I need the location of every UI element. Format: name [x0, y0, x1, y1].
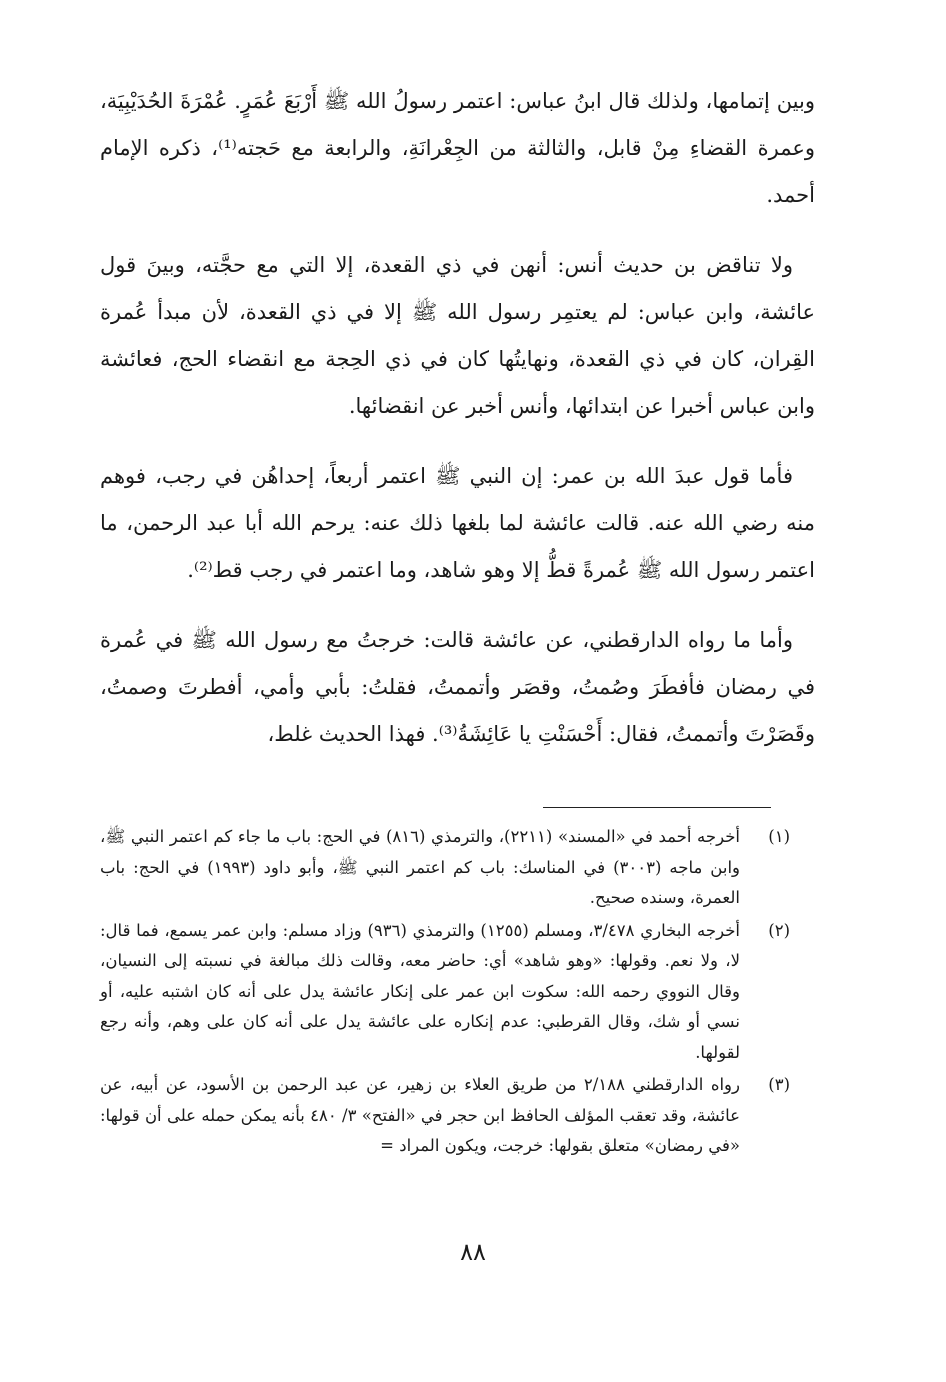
footnote-divider [543, 807, 771, 808]
paragraph-4: وأما ما رواه الدارقطني، عن عائشة قالت: خرجتُ مع رسول الله ﷺ في عُمرة في رمضان فأفطَرَ وصُمتُ، وقصَر وأتممتُ، فقلتُ: بأبي وأمي، أفطرتَ وصمتُ، وقَصَرْتَ وأتممتُ، فقال: أَحْسَنْتِ يا عَائِشَةُ⁽³⁾. فهذا الحديث غلط، [100, 628, 815, 746]
footnotes [100, 822, 790, 1164]
footnote-3 [100, 1070, 790, 1162]
footnote-text: أخرجه أحمد في «المسند» (٢٢١١)، والترمذي (٨١٦) في الحج: باب ما جاء كم اعتمر النبي ﷺ، وابن ماجه (٣٠٠٣) في المناسك: باب كم اعتمر النبي ﷺ، وأبو داود (١٩٩٣) في الحج: باب العمرة، وسنده صحيح. [100, 827, 740, 907]
paragraph-3: فأما قول عبدَ الله بن عمر: إن النبي ﷺ اعتمر أربعاً، إحداهُن في رجب، فوهم منه رضي الله عنه. قالت عائشة لما بلغها ذلك عنه: يرحم الله أبا عبد الرحمن، ما اعتمر رسول الله ﷺ عُمرةً قطُّ إلا وهو شاهد، وما اعتمر في رجب قط⁽²⁾. [100, 464, 815, 582]
page-number: ٨٨ [460, 1238, 486, 1266]
footnote-2 [100, 916, 790, 1069]
paragraph-2: ولا تناقض بن حديث أنس: أنهن في ذي القعدة، إلا التي مع حجَّته، وبينَ قول عائشة، وابن عباس: لم يعتمِر رسول الله ﷺ إلا في ذي القعدة، لأن مبدأ عُمرة القِران، كان في ذي القعدة، ونهايتُها كان في ذي الحِجة مع انقضاء الحج، فعائشة وابن عباس أخبرا عن ابتدائها، وأنس أخبر عن انقضائها. [100, 253, 815, 418]
footnote-number: (١) [768, 827, 790, 846]
paragraph-1: وبين إتمامها، ولذلك قال ابنُ عباس: اعتمر رسولُ الله ﷺ أَرْبَعَ عُمَرٍ. عُمْرَةَ الحُدَيْبِيَة، وعمرة القضاءِ مِنْ قابل، والثالثة من الجِعْرانَةِ، والرابعة مع حَجته⁽¹⁾، ذكره الإمام أحمد. [100, 89, 815, 207]
footnote-number: (٣) [768, 1075, 790, 1094]
footnote-1 [100, 822, 790, 914]
main-text [100, 78, 815, 781]
footnote-text: أخرجه البخاري ٣/٤٧٨، ومسلم (١٢٥٥) والترمذي (٩٣٦) وزاد مسلم: وابن عمر يسمع، فما قال: لا، ولا نعم. وقولها: «وهو شاهد» أي: حاضر معه، وقالت ذلك مبالغة في نسبته إلى النسيان، وقال النووي رحمه الله: سكوت ابن عمر على إنكار عائشة يدل على أنه كان اشتبه عليه، أو نسي أو شك، وقال القرطبي: عدم إنكاره على عائشة يدل على أنه كان على وهم، وأنه رجع لقولها. [100, 920, 740, 1062]
footnote-number: (٢) [768, 920, 790, 940]
footnote-text: رواه الدارقطني ٢/١٨٨ من طريق العلاء بن زهير، عن عبد الرحمن بن الأسود، عن أبيه، عن عائشة، وقد تعقب المؤلف الحافظ ابن حجر في «الفتح» ٣/ ٤٨٠ بأنه يمكن حمله على أن قولها: «في رمضان» متعلق بقولها: خرجت، ويكون المراد = [100, 1075, 740, 1155]
